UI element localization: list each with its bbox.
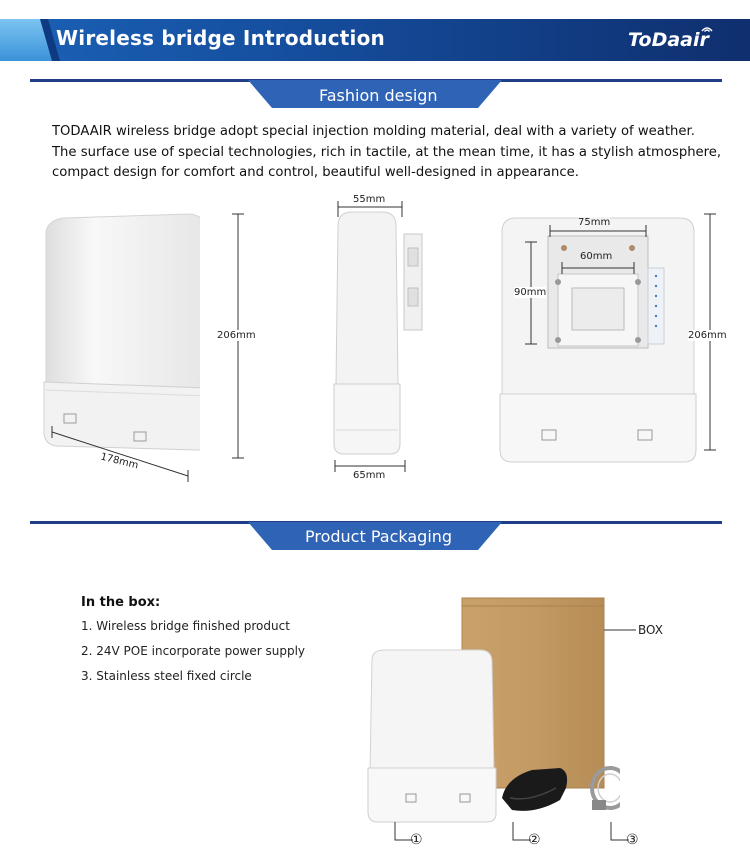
page-title: Wireless bridge Introduction xyxy=(56,26,385,50)
back-inner-label: 60mm xyxy=(580,251,613,262)
intro-paragraph xyxy=(52,122,722,184)
intro-line: TODAAIR wireless bridge adopt special injection molding material, deal with a variety of weather. xyxy=(52,124,695,139)
back-height-label: 206mm xyxy=(688,330,727,341)
callout-3: ③ xyxy=(626,832,639,848)
brand-logo: ToDaair xyxy=(628,29,709,51)
box-item: 2. 24V POE incorporate power supply xyxy=(81,644,306,658)
dimension-back-inner xyxy=(560,262,636,276)
side-bottom-label: 65mm xyxy=(353,470,386,481)
box-item: 3. Stainless steel fixed circle xyxy=(81,669,252,683)
box-callout-line xyxy=(604,622,638,636)
back-top-label: 75mm xyxy=(578,217,611,228)
callout-2: ② xyxy=(528,832,541,848)
back-mount-label: 90mm xyxy=(514,287,547,298)
callout-1: ① xyxy=(410,832,423,848)
section-title-packaging: Product Packaging xyxy=(305,527,453,546)
wifi-signal-icon xyxy=(700,21,714,33)
intro-line: compact design for comfort and control, beautiful well-designed in appearance. xyxy=(52,165,579,180)
packaging-photo xyxy=(360,592,620,828)
product-side-view xyxy=(330,208,430,458)
side-top-label: 55mm xyxy=(353,194,386,205)
box-item: 1. Wireless bridge finished product xyxy=(81,619,290,633)
section-title-fashion: Fashion design xyxy=(319,86,438,105)
intro-line: The surface use of special technologies, rich in tactile, at the mean time, it has a stylish atmosphere, xyxy=(52,144,722,160)
box-contents-title: In the box: xyxy=(81,595,161,610)
box-callout-label: BOX xyxy=(638,623,663,637)
front-width-label: 178mm xyxy=(99,451,140,472)
front-height-label: 206mm xyxy=(217,330,256,341)
